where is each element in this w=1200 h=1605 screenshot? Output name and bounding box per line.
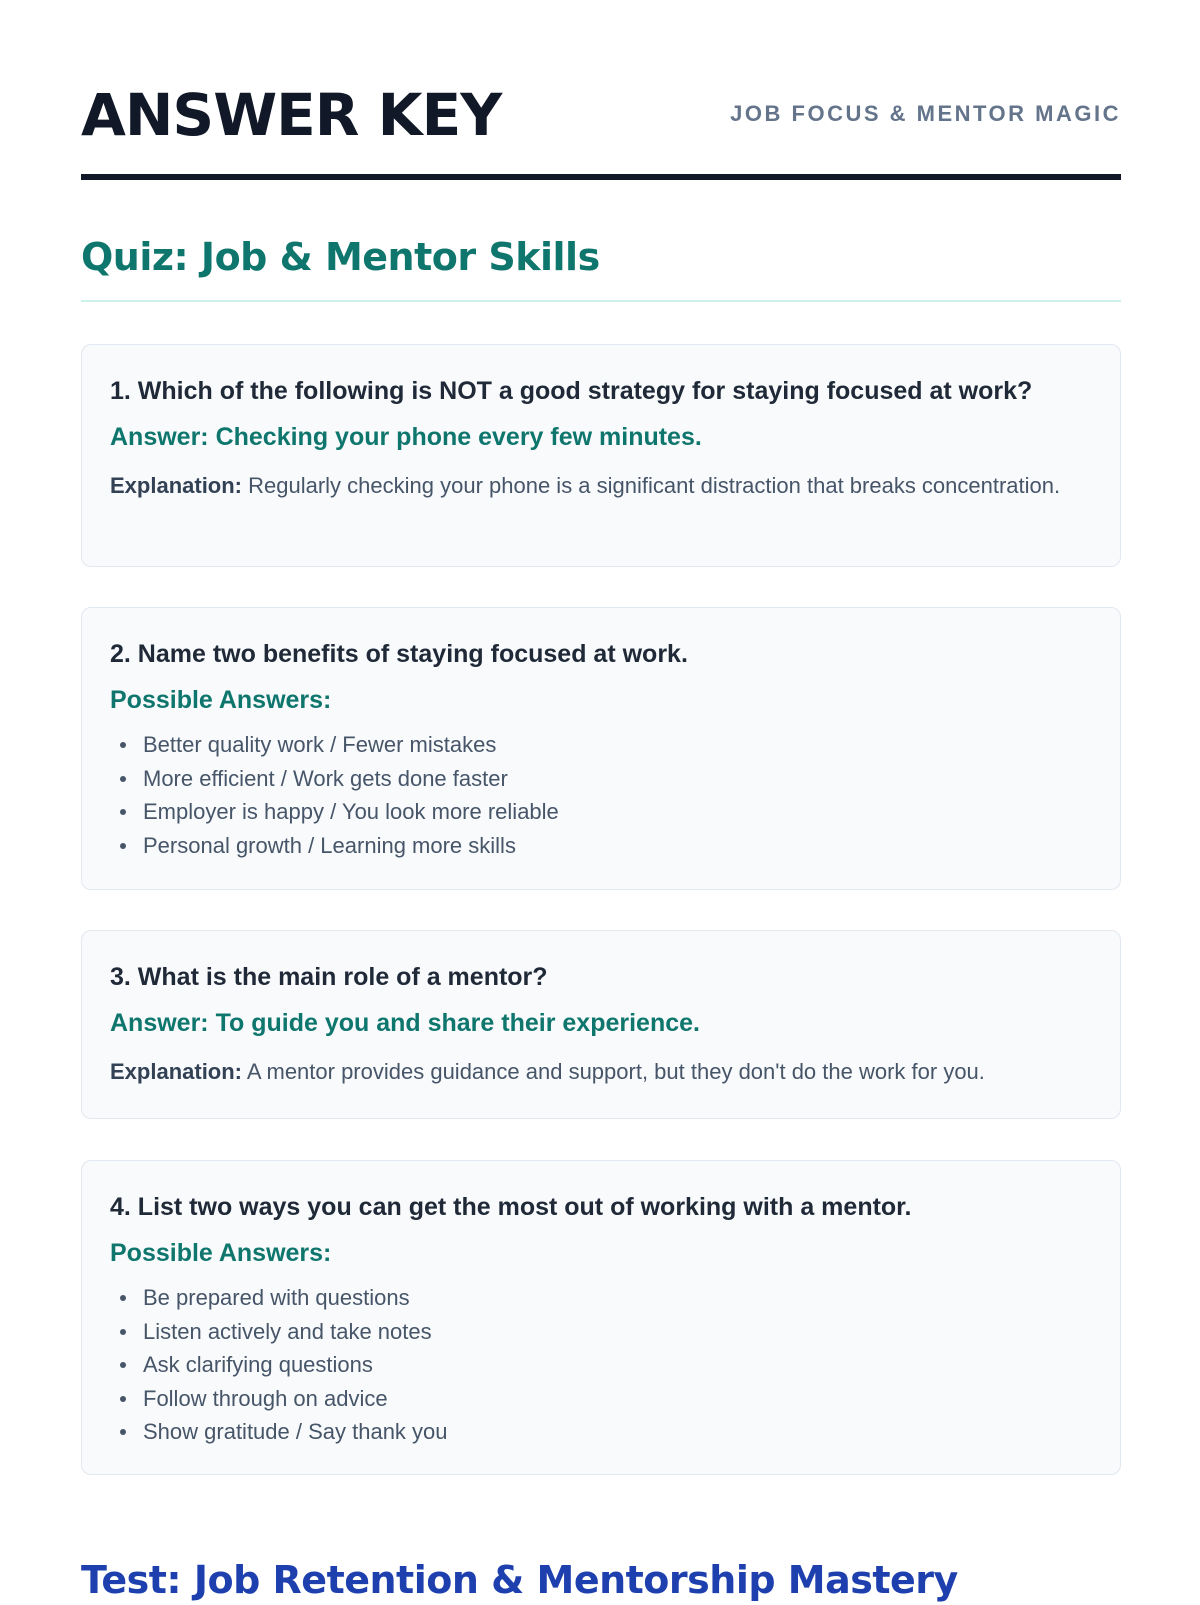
list-item-text: Follow through on advice (143, 1385, 388, 1411)
question-text: 4. List two ways you can get the most out of working with a mentor. (110, 1193, 912, 1221)
test-section-title: Test: Job Retention & Mentorship Mastery (81, 1558, 958, 1602)
explanation-text: Regularly checking your phone is a significant distraction that breaks concentration. (242, 473, 1061, 498)
section-divider (81, 300, 1121, 302)
list-item (110, 1315, 1092, 1349)
question-card-1 (81, 344, 1121, 567)
bullet-icon (120, 776, 126, 782)
list-item (110, 1281, 1092, 1315)
bullet-icon (120, 809, 126, 815)
explanation-label: Explanation: (110, 1059, 243, 1084)
question-text: 1. Which of the following is NOT a good strategy for staying focused at work? (110, 377, 1033, 405)
explanation (110, 469, 1092, 502)
list-item-text: Show gratitude / Say thank you (143, 1419, 448, 1444)
list-item (110, 728, 1092, 762)
answer-text: Answer: Checking your phone every few minutes. (110, 423, 702, 451)
possible-answers-label: Possible Answers: (110, 1239, 332, 1267)
explanation-text: A mentor provides guidance and support, but they don't do the work for you. (242, 1059, 985, 1084)
question-text: 2. Name two benefits of staying focused at work. (110, 640, 688, 668)
list-item-text: Listen actively and take notes (143, 1318, 432, 1344)
list-item-text: More efficient / Work gets done faster (143, 765, 508, 791)
list-item (110, 829, 1092, 863)
question-card-2 (81, 607, 1121, 890)
question-text: 3. What is the main role of a mentor? (110, 963, 548, 991)
page-title: ANSWER KEY (81, 81, 502, 149)
bullet-icon (120, 1295, 126, 1301)
answer-list (110, 728, 1092, 862)
answer-key-page (81, 0, 1121, 1602)
question-card-3 (81, 930, 1121, 1119)
list-item (110, 1348, 1092, 1382)
possible-answers-label: Possible Answers: (110, 686, 332, 714)
explanation (110, 1055, 1092, 1088)
list-item (110, 1415, 1092, 1449)
question-card-4 (81, 1160, 1121, 1475)
page-header (81, 0, 1121, 180)
answer-text: Answer: To guide you and share their experience. (110, 1009, 700, 1037)
list-item (110, 762, 1092, 796)
answer-list (110, 1281, 1092, 1449)
page-subtitle: JOB FOCUS & MENTOR MAGIC (730, 101, 1121, 126)
bullet-icon (120, 1329, 126, 1335)
list-item-text: Personal growth / Learning more skills (143, 832, 516, 858)
bullet-icon (120, 1362, 126, 1368)
bullet-icon (120, 843, 126, 849)
explanation-label: Explanation: (110, 473, 243, 498)
bullet-icon (120, 742, 126, 748)
list-item-text: Better quality work / Fewer mistakes (143, 732, 497, 757)
quiz-section-title: Quiz: Job & Mentor Skills (81, 235, 600, 279)
bullet-icon (120, 1396, 126, 1402)
bullet-icon (120, 1429, 126, 1435)
list-item-text: Ask clarifying questions (143, 1352, 373, 1377)
list-item (110, 795, 1092, 829)
list-item (110, 1382, 1092, 1416)
list-item-text: Be prepared with questions (143, 1285, 410, 1310)
list-item-text: Employer is happy / You look more reliable (143, 799, 559, 824)
